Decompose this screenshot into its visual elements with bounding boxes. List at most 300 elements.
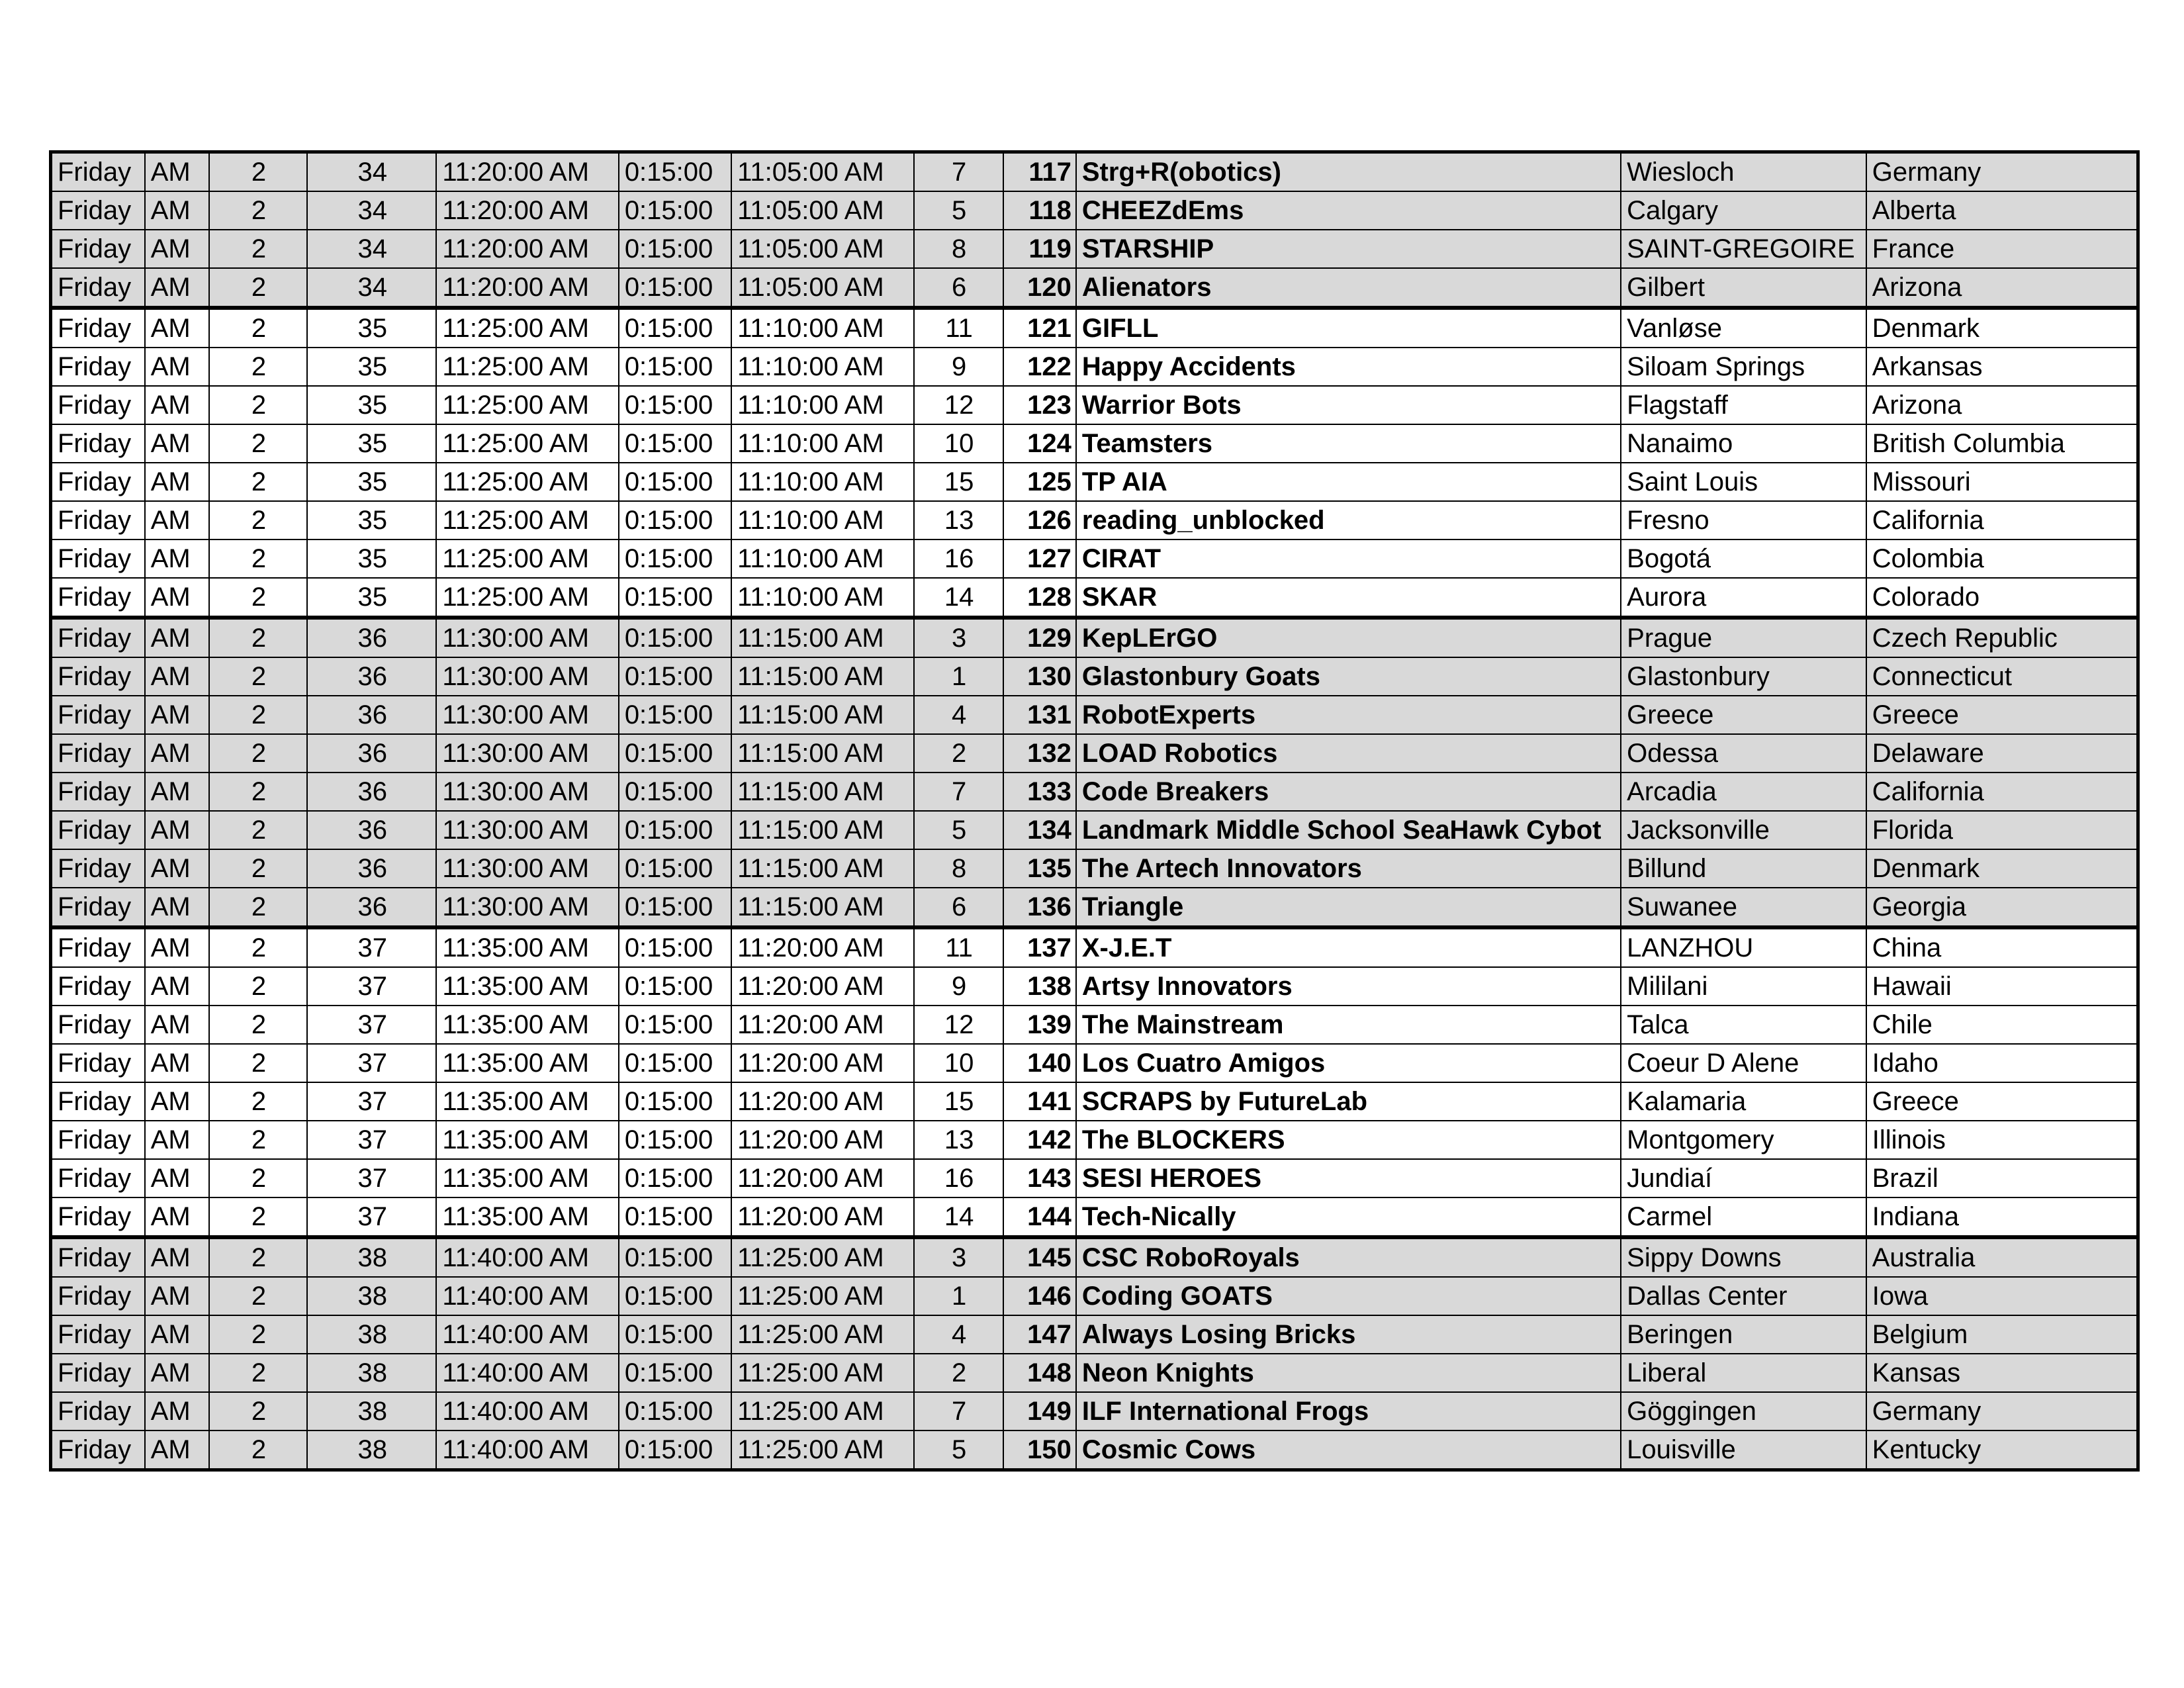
region-cell: Chile [1866, 1006, 2138, 1044]
queue-time-cell: 11:25:00 AM [731, 1237, 913, 1277]
table-number-cell: 15 [914, 463, 1003, 501]
match-number-cell: 124 [1003, 424, 1076, 463]
match-slot-cell: 37 [307, 967, 436, 1006]
match-number-cell: 136 [1003, 888, 1076, 927]
city-cell: Coeur D Alene [1621, 1044, 1866, 1082]
region-cell: Illinois [1866, 1121, 2138, 1159]
duration-cell: 0:15:00 [619, 1392, 731, 1430]
day-cell: Friday [51, 348, 145, 386]
queue-time-cell: 11:10:00 AM [731, 501, 913, 539]
day-cell: Friday [51, 1315, 145, 1354]
day-cell: Friday [51, 1121, 145, 1159]
table-number-cell: 7 [914, 773, 1003, 811]
city-cell: Aurora [1621, 578, 1866, 618]
match-number-cell: 118 [1003, 191, 1076, 230]
table-row [51, 348, 2138, 386]
day-cell: Friday [51, 849, 145, 888]
city-cell: Jacksonville [1621, 811, 1866, 849]
day-cell: Friday [51, 1354, 145, 1392]
city-cell: Flagstaff [1621, 386, 1866, 424]
match-time-cell: 11:25:00 AM [436, 308, 618, 348]
round-cell: 2 [209, 696, 307, 734]
region-cell: Colorado [1866, 578, 2138, 618]
team-name-cell: Triangle [1076, 888, 1621, 927]
match-number-cell: 117 [1003, 152, 1076, 192]
match-time-cell: 11:20:00 AM [436, 191, 618, 230]
duration-cell: 0:15:00 [619, 1159, 731, 1197]
region-cell: Hawaii [1866, 967, 2138, 1006]
table-number-cell: 2 [914, 734, 1003, 773]
match-slot-cell: 35 [307, 578, 436, 618]
city-cell: Glastonbury [1621, 657, 1866, 696]
session-cell: AM [145, 348, 209, 386]
day-cell: Friday [51, 618, 145, 657]
match-number-cell: 125 [1003, 463, 1076, 501]
match-slot-cell: 36 [307, 888, 436, 927]
table-number-cell: 6 [914, 888, 1003, 927]
round-cell: 2 [209, 927, 307, 967]
match-number-cell: 131 [1003, 696, 1076, 734]
duration-cell: 0:15:00 [619, 348, 731, 386]
match-slot-cell: 38 [307, 1354, 436, 1392]
city-cell: Nanaimo [1621, 424, 1866, 463]
match-time-cell: 11:35:00 AM [436, 967, 618, 1006]
schedule-table [49, 150, 2140, 1472]
queue-time-cell: 11:20:00 AM [731, 1121, 913, 1159]
duration-cell: 0:15:00 [619, 734, 731, 773]
match-time-cell: 11:20:00 AM [436, 152, 618, 192]
match-slot-cell: 35 [307, 539, 436, 578]
duration-cell: 0:15:00 [619, 424, 731, 463]
queue-time-cell: 11:20:00 AM [731, 967, 913, 1006]
match-number-cell: 119 [1003, 230, 1076, 268]
match-number-cell: 128 [1003, 578, 1076, 618]
round-cell: 2 [209, 539, 307, 578]
day-cell: Friday [51, 1044, 145, 1082]
match-number-cell: 148 [1003, 1354, 1076, 1392]
team-name-cell: Neon Knights [1076, 1354, 1621, 1392]
round-cell: 2 [209, 1121, 307, 1159]
match-slot-cell: 36 [307, 811, 436, 849]
team-name-cell: Code Breakers [1076, 773, 1621, 811]
region-cell: Australia [1866, 1237, 2138, 1277]
table-row [51, 308, 2138, 348]
queue-time-cell: 11:25:00 AM [731, 1392, 913, 1430]
match-time-cell: 11:20:00 AM [436, 230, 618, 268]
city-cell: Carmel [1621, 1197, 1866, 1237]
table-row [51, 696, 2138, 734]
match-slot-cell: 36 [307, 734, 436, 773]
team-name-cell: X-J.E.T [1076, 927, 1621, 967]
region-cell: Greece [1866, 696, 2138, 734]
session-cell: AM [145, 1315, 209, 1354]
session-cell: AM [145, 424, 209, 463]
region-cell: Brazil [1866, 1159, 2138, 1197]
team-name-cell: TP AIA [1076, 463, 1621, 501]
session-cell: AM [145, 967, 209, 1006]
city-cell: Siloam Springs [1621, 348, 1866, 386]
table-number-cell: 3 [914, 1237, 1003, 1277]
match-time-cell: 11:30:00 AM [436, 811, 618, 849]
round-cell: 2 [209, 463, 307, 501]
match-slot-cell: 37 [307, 1044, 436, 1082]
day-cell: Friday [51, 1277, 145, 1315]
queue-time-cell: 11:10:00 AM [731, 539, 913, 578]
match-number-cell: 142 [1003, 1121, 1076, 1159]
table-row [51, 1197, 2138, 1237]
session-cell: AM [145, 1006, 209, 1044]
match-number-cell: 147 [1003, 1315, 1076, 1354]
table-row [51, 1237, 2138, 1277]
duration-cell: 0:15:00 [619, 386, 731, 424]
day-cell: Friday [51, 1237, 145, 1277]
city-cell: Greece [1621, 696, 1866, 734]
round-cell: 2 [209, 308, 307, 348]
region-cell: British Columbia [1866, 424, 2138, 463]
round-cell: 2 [209, 230, 307, 268]
match-slot-cell: 38 [307, 1237, 436, 1277]
queue-time-cell: 11:15:00 AM [731, 888, 913, 927]
queue-time-cell: 11:15:00 AM [731, 618, 913, 657]
duration-cell: 0:15:00 [619, 1354, 731, 1392]
match-number-cell: 140 [1003, 1044, 1076, 1082]
match-slot-cell: 36 [307, 696, 436, 734]
team-name-cell: SCRAPS by FutureLab [1076, 1082, 1621, 1121]
match-number-cell: 146 [1003, 1277, 1076, 1315]
match-slot-cell: 34 [307, 268, 436, 308]
city-cell: Gilbert [1621, 268, 1866, 308]
queue-time-cell: 11:05:00 AM [731, 230, 913, 268]
session-cell: AM [145, 539, 209, 578]
match-number-cell: 134 [1003, 811, 1076, 849]
match-time-cell: 11:25:00 AM [436, 463, 618, 501]
city-cell: Saint Louis [1621, 463, 1866, 501]
queue-time-cell: 11:10:00 AM [731, 308, 913, 348]
match-time-cell: 11:30:00 AM [436, 618, 618, 657]
city-cell: Bogotá [1621, 539, 1866, 578]
city-cell: Göggingen [1621, 1392, 1866, 1430]
table-row [51, 811, 2138, 849]
city-cell: Suwanee [1621, 888, 1866, 927]
queue-time-cell: 11:05:00 AM [731, 268, 913, 308]
table-row [51, 1430, 2138, 1470]
round-cell: 2 [209, 618, 307, 657]
session-cell: AM [145, 1159, 209, 1197]
region-cell: Germany [1866, 1392, 2138, 1430]
round-cell: 2 [209, 1197, 307, 1237]
day-cell: Friday [51, 424, 145, 463]
day-cell: Friday [51, 1392, 145, 1430]
queue-time-cell: 11:25:00 AM [731, 1430, 913, 1470]
duration-cell: 0:15:00 [619, 1430, 731, 1470]
queue-time-cell: 11:10:00 AM [731, 386, 913, 424]
round-cell: 2 [209, 657, 307, 696]
team-name-cell: Landmark Middle School SeaHawk Cybot [1076, 811, 1621, 849]
queue-time-cell: 11:20:00 AM [731, 1197, 913, 1237]
table-row [51, 578, 2138, 618]
session-cell: AM [145, 1430, 209, 1470]
round-cell: 2 [209, 1237, 307, 1277]
match-number-cell: 145 [1003, 1237, 1076, 1277]
round-cell: 2 [209, 1354, 307, 1392]
duration-cell: 0:15:00 [619, 1044, 731, 1082]
team-name-cell: SKAR [1076, 578, 1621, 618]
table-number-cell: 10 [914, 1044, 1003, 1082]
session-cell: AM [145, 386, 209, 424]
round-cell: 2 [209, 1044, 307, 1082]
table-number-cell: 9 [914, 967, 1003, 1006]
round-cell: 2 [209, 501, 307, 539]
session-cell: AM [145, 152, 209, 192]
table-number-cell: 13 [914, 501, 1003, 539]
round-cell: 2 [209, 1430, 307, 1470]
region-cell: Missouri [1866, 463, 2138, 501]
match-slot-cell: 38 [307, 1277, 436, 1315]
session-cell: AM [145, 888, 209, 927]
table-number-cell: 12 [914, 386, 1003, 424]
day-cell: Friday [51, 967, 145, 1006]
table-row [51, 927, 2138, 967]
match-time-cell: 11:40:00 AM [436, 1354, 618, 1392]
team-name-cell: RobotExperts [1076, 696, 1621, 734]
team-name-cell: CHEEZdEms [1076, 191, 1621, 230]
day-cell: Friday [51, 734, 145, 773]
round-cell: 2 [209, 849, 307, 888]
city-cell: Talca [1621, 1006, 1866, 1044]
day-cell: Friday [51, 463, 145, 501]
match-number-cell: 141 [1003, 1082, 1076, 1121]
day-cell: Friday [51, 386, 145, 424]
day-cell: Friday [51, 696, 145, 734]
match-slot-cell: 37 [307, 1082, 436, 1121]
city-cell: Prague [1621, 618, 1866, 657]
duration-cell: 0:15:00 [619, 1277, 731, 1315]
match-number-cell: 149 [1003, 1392, 1076, 1430]
match-group [51, 1237, 2138, 1470]
match-number-cell: 133 [1003, 773, 1076, 811]
city-cell: Montgomery [1621, 1121, 1866, 1159]
queue-time-cell: 11:10:00 AM [731, 463, 913, 501]
session-cell: AM [145, 1354, 209, 1392]
team-name-cell: Happy Accidents [1076, 348, 1621, 386]
region-cell: Belgium [1866, 1315, 2138, 1354]
team-name-cell: reading_unblocked [1076, 501, 1621, 539]
table-number-cell: 15 [914, 1082, 1003, 1121]
session-cell: AM [145, 1197, 209, 1237]
duration-cell: 0:15:00 [619, 888, 731, 927]
session-cell: AM [145, 927, 209, 967]
match-group [51, 308, 2138, 618]
city-cell: Calgary [1621, 191, 1866, 230]
queue-time-cell: 11:20:00 AM [731, 1006, 913, 1044]
city-cell: LANZHOU [1621, 927, 1866, 967]
day-cell: Friday [51, 152, 145, 192]
match-number-cell: 135 [1003, 849, 1076, 888]
match-slot-cell: 34 [307, 191, 436, 230]
table-number-cell: 12 [914, 1006, 1003, 1044]
table-row [51, 501, 2138, 539]
table-number-cell: 9 [914, 348, 1003, 386]
round-cell: 2 [209, 734, 307, 773]
match-number-cell: 121 [1003, 308, 1076, 348]
duration-cell: 0:15:00 [619, 811, 731, 849]
region-cell: Colombia [1866, 539, 2138, 578]
match-time-cell: 11:30:00 AM [436, 734, 618, 773]
day-cell: Friday [51, 191, 145, 230]
round-cell: 2 [209, 152, 307, 192]
match-slot-cell: 34 [307, 152, 436, 192]
match-time-cell: 11:25:00 AM [436, 348, 618, 386]
match-number-cell: 127 [1003, 539, 1076, 578]
duration-cell: 0:15:00 [619, 539, 731, 578]
match-group [51, 618, 2138, 927]
day-cell: Friday [51, 888, 145, 927]
match-number-cell: 144 [1003, 1197, 1076, 1237]
match-time-cell: 11:25:00 AM [436, 386, 618, 424]
duration-cell: 0:15:00 [619, 578, 731, 618]
duration-cell: 0:15:00 [619, 308, 731, 348]
match-slot-cell: 35 [307, 424, 436, 463]
region-cell: Florida [1866, 811, 2138, 849]
day-cell: Friday [51, 773, 145, 811]
city-cell: SAINT-GREGOIRE [1621, 230, 1866, 268]
match-time-cell: 11:30:00 AM [436, 657, 618, 696]
team-name-cell: Warrior Bots [1076, 386, 1621, 424]
day-cell: Friday [51, 578, 145, 618]
team-name-cell: The Artech Innovators [1076, 849, 1621, 888]
duration-cell: 0:15:00 [619, 1197, 731, 1237]
round-cell: 2 [209, 348, 307, 386]
session-cell: AM [145, 191, 209, 230]
table-row [51, 773, 2138, 811]
region-cell: Indiana [1866, 1197, 2138, 1237]
match-time-cell: 11:35:00 AM [436, 1159, 618, 1197]
team-name-cell: Alienators [1076, 268, 1621, 308]
round-cell: 2 [209, 967, 307, 1006]
queue-time-cell: 11:10:00 AM [731, 578, 913, 618]
table-row [51, 1082, 2138, 1121]
match-number-cell: 122 [1003, 348, 1076, 386]
table-number-cell: 1 [914, 657, 1003, 696]
match-number-cell: 143 [1003, 1159, 1076, 1197]
duration-cell: 0:15:00 [619, 1082, 731, 1121]
table-number-cell: 5 [914, 1430, 1003, 1470]
match-slot-cell: 38 [307, 1430, 436, 1470]
city-cell: Mililani [1621, 967, 1866, 1006]
table-number-cell: 1 [914, 1277, 1003, 1315]
table-row [51, 463, 2138, 501]
queue-time-cell: 11:15:00 AM [731, 811, 913, 849]
duration-cell: 0:15:00 [619, 773, 731, 811]
match-slot-cell: 35 [307, 308, 436, 348]
table-row [51, 191, 2138, 230]
duration-cell: 0:15:00 [619, 696, 731, 734]
session-cell: AM [145, 230, 209, 268]
round-cell: 2 [209, 1392, 307, 1430]
match-slot-cell: 37 [307, 1197, 436, 1237]
match-time-cell: 11:35:00 AM [436, 1121, 618, 1159]
day-cell: Friday [51, 927, 145, 967]
city-cell: Arcadia [1621, 773, 1866, 811]
match-time-cell: 11:35:00 AM [436, 1044, 618, 1082]
table-row [51, 539, 2138, 578]
match-slot-cell: 35 [307, 348, 436, 386]
duration-cell: 0:15:00 [619, 463, 731, 501]
duration-cell: 0:15:00 [619, 152, 731, 192]
city-cell: Billund [1621, 849, 1866, 888]
city-cell: Kalamaria [1621, 1082, 1866, 1121]
match-slot-cell: 36 [307, 657, 436, 696]
table-row [51, 230, 2138, 268]
region-cell: Kentucky [1866, 1430, 2138, 1470]
region-cell: Arizona [1866, 268, 2138, 308]
match-time-cell: 11:40:00 AM [436, 1430, 618, 1470]
day-cell: Friday [51, 501, 145, 539]
match-number-cell: 139 [1003, 1006, 1076, 1044]
match-time-cell: 11:35:00 AM [436, 1006, 618, 1044]
match-time-cell: 11:40:00 AM [436, 1277, 618, 1315]
team-name-cell: CSC RoboRoyals [1076, 1237, 1621, 1277]
match-time-cell: 11:35:00 AM [436, 1082, 618, 1121]
match-number-cell: 130 [1003, 657, 1076, 696]
region-cell: Greece [1866, 1082, 2138, 1121]
region-cell: California [1866, 773, 2138, 811]
session-cell: AM [145, 657, 209, 696]
session-cell: AM [145, 1082, 209, 1121]
table-row [51, 152, 2138, 192]
region-cell: Idaho [1866, 1044, 2138, 1082]
queue-time-cell: 11:25:00 AM [731, 1315, 913, 1354]
queue-time-cell: 11:15:00 AM [731, 773, 913, 811]
match-slot-cell: 35 [307, 463, 436, 501]
day-cell: Friday [51, 1430, 145, 1470]
table-number-cell: 8 [914, 230, 1003, 268]
team-name-cell: Tech-Nically [1076, 1197, 1621, 1237]
session-cell: AM [145, 1277, 209, 1315]
queue-time-cell: 11:20:00 AM [731, 1082, 913, 1121]
day-cell: Friday [51, 268, 145, 308]
table-number-cell: 5 [914, 191, 1003, 230]
region-cell: Denmark [1866, 308, 2138, 348]
team-name-cell: Glastonbury Goats [1076, 657, 1621, 696]
match-slot-cell: 35 [307, 501, 436, 539]
round-cell: 2 [209, 268, 307, 308]
team-name-cell: Coding GOATS [1076, 1277, 1621, 1315]
duration-cell: 0:15:00 [619, 657, 731, 696]
round-cell: 2 [209, 811, 307, 849]
table-number-cell: 2 [914, 1354, 1003, 1392]
team-name-cell: ILF International Frogs [1076, 1392, 1621, 1430]
team-name-cell: Los Cuatro Amigos [1076, 1044, 1621, 1082]
region-cell: France [1866, 230, 2138, 268]
region-cell: Kansas [1866, 1354, 2138, 1392]
city-cell: Beringen [1621, 1315, 1866, 1354]
match-time-cell: 11:30:00 AM [436, 696, 618, 734]
round-cell: 2 [209, 1159, 307, 1197]
table-row [51, 967, 2138, 1006]
session-cell: AM [145, 1044, 209, 1082]
table-row [51, 734, 2138, 773]
table-row [51, 1044, 2138, 1082]
team-name-cell: LOAD Robotics [1076, 734, 1621, 773]
match-number-cell: 132 [1003, 734, 1076, 773]
match-group [51, 152, 2138, 308]
match-time-cell: 11:30:00 AM [436, 773, 618, 811]
queue-time-cell: 11:20:00 AM [731, 1159, 913, 1197]
table-number-cell: 16 [914, 539, 1003, 578]
duration-cell: 0:15:00 [619, 1121, 731, 1159]
queue-time-cell: 11:10:00 AM [731, 424, 913, 463]
